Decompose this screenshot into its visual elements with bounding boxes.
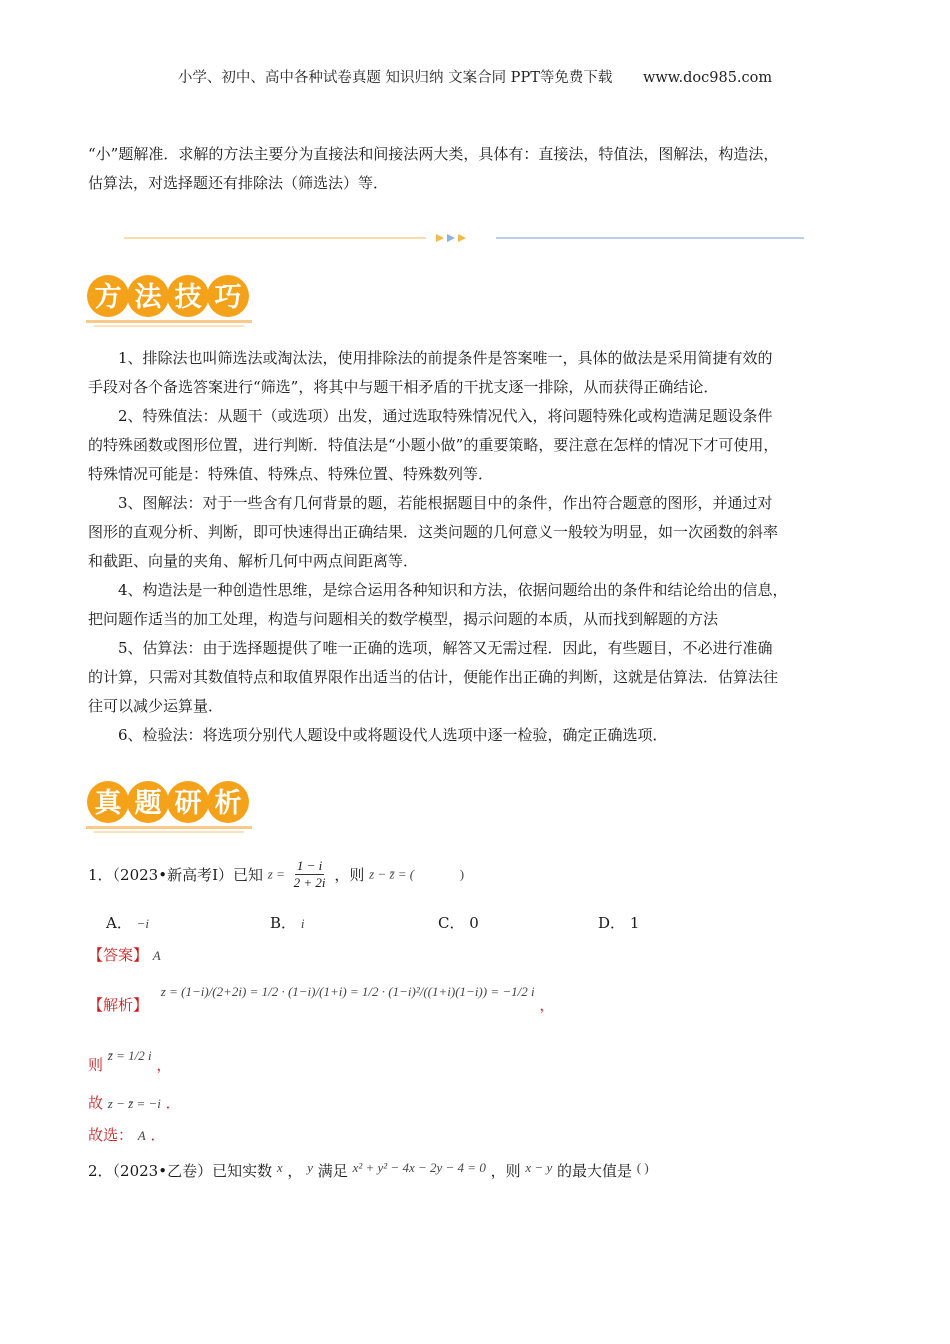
- option-label: B．: [270, 914, 297, 932]
- question-1-z-eq: z =: [267, 866, 285, 882]
- then-text: ，则: [490, 1162, 521, 1180]
- step-expression: z̄ = 1/2 i: [107, 1048, 152, 1063]
- answer-value: A: [152, 948, 161, 963]
- method-line: 特殊情况可能是：特殊值、特殊点、特殊位置、特殊数列等．: [88, 465, 494, 483]
- section-divider: [124, 230, 804, 246]
- option-value: 1: [629, 914, 640, 932]
- question-1-stem: [88, 858, 464, 891]
- analysis-label: 【解析】: [88, 996, 149, 1014]
- question-1-then: ，则: [334, 866, 365, 884]
- badge-char: 技: [174, 282, 202, 313]
- badge-graphic: [86, 270, 258, 330]
- step-period: ．: [150, 1126, 166, 1144]
- method-line: 3、图解法：对于一些含有几何背景的题，若能根据题目中的条件，作出符合题意的图形，并通过对: [118, 494, 773, 512]
- solution-step-3: [88, 1092, 181, 1113]
- method-line: 手段对各个备选答案进行“筛选”，将其中与题干相矛盾的干扰支逐一排除，从而获得正确结论．: [88, 378, 719, 396]
- question-1-prefix: 1．（2023•新高考Ⅰ）已知: [88, 866, 263, 884]
- option-c[interactable]: [438, 912, 479, 933]
- method-line: 的计算，只需对其数值特点和取值界限作出适当的估计，便能作出正确的判断，这就是估算法．估算法往: [88, 668, 779, 686]
- divider-graphic: [124, 230, 804, 246]
- question-2-prefix: 2．（2023•乙卷）已知实数: [88, 1162, 273, 1180]
- step-period: ．: [165, 1094, 181, 1112]
- question-1-close: ): [459, 866, 465, 882]
- answer-paren: ( ): [636, 1160, 649, 1175]
- target-expression: x − y: [525, 1160, 553, 1175]
- question-1-options: [106, 912, 806, 936]
- badge-char: 方: [94, 282, 122, 313]
- analysis-expression: z = (1−i)/(2+2i) = 1/2 · (1−i)/(1+i) = 1/2 · (1−i)²/((1+i)(1−i)) = −1/2 i: [160, 984, 535, 999]
- step-comma: ，: [156, 1056, 172, 1074]
- method-line: 1、排除法也叫筛选法或淘汰法，使用排除法的前提条件是答案唯一，具体的做法是采用简捷有效的: [118, 349, 773, 367]
- method-line: 4、构造法是一种创造性思维，是综合运用各种知识和方法，依据问题给出的条件和结论给出的信息，: [118, 581, 788, 599]
- analysis-comma: ，: [539, 996, 555, 1014]
- header-site-link[interactable]: www.doc985.com: [642, 70, 773, 86]
- option-label: D．: [598, 914, 626, 932]
- question-1-ask: z − z̄ = (: [369, 866, 415, 882]
- option-label: C．: [438, 914, 465, 932]
- analysis-line: [88, 980, 555, 1014]
- separator: ，: [287, 1162, 303, 1180]
- section-badge-methods: [86, 270, 258, 330]
- option-value: i: [300, 916, 305, 931]
- intro-paragraph: [88, 140, 778, 198]
- step-expression: z − z̄ = −i: [107, 1096, 161, 1111]
- option-b[interactable]: [270, 912, 304, 933]
- badge-char: 巧: [214, 282, 242, 313]
- fraction-numerator: 1 − i: [296, 858, 323, 873]
- answer-label: 【答案】: [88, 946, 149, 964]
- badge-char: 法: [134, 282, 162, 313]
- var-x: x: [276, 1160, 283, 1175]
- badge-char: 析: [214, 788, 242, 819]
- option-value: −i: [136, 916, 150, 931]
- var-y: y: [307, 1160, 313, 1175]
- badge-char: 题: [134, 788, 162, 819]
- solution-step-4: [88, 1124, 166, 1145]
- ask-text: 的最大值是: [557, 1162, 633, 1180]
- method-line: 和截距、向量的夹角、解析几何中两点间距离等．: [88, 552, 419, 570]
- question-2-stem: [88, 1160, 649, 1181]
- question-1-fraction: [292, 858, 328, 891]
- fraction-denominator: 2 + 2i: [293, 875, 326, 890]
- option-value: 0: [469, 914, 479, 932]
- satisfy-text: 满足: [317, 1162, 348, 1180]
- method-line: 的特殊函数或图形位置，进行判断．特值法是“小题小做”的重要策略，要注意在怎样的情况下才可使用，: [88, 436, 779, 454]
- step-value: A: [137, 1128, 146, 1143]
- option-label: A．: [106, 914, 132, 932]
- page-header: [0, 66, 950, 87]
- option-a[interactable]: [106, 912, 149, 933]
- badge-char: 真: [94, 788, 122, 819]
- method-line: 把问题作适当的加工处理，构造与问题相关的数学模型，揭示问题的本质，从而找到解题的方法: [88, 610, 719, 628]
- method-line: 2、特殊值法：从题干（或选项）出发，通过选取特殊情况代入，将问题特殊化或构造满足题设条件: [118, 407, 773, 425]
- method-line: 图形的直观分析、判断，即可快速得出正确结果．这类问题的几何意义一般较为明显，如一次函数的斜率: [88, 523, 779, 541]
- intro-line: 估算法，对选择题还有排除法（筛选法）等．: [88, 174, 389, 192]
- method-line: 往可以减少运算量．: [88, 697, 224, 715]
- step-prefix: 则: [88, 1056, 104, 1074]
- intro-line: “小”题解准．求解的方法主要分为直接法和间接法两大类，具体有：直接法，特值法，图解法，构造法，: [88, 145, 779, 163]
- badge-char: 研: [174, 788, 202, 819]
- step-prefix: 故: [88, 1094, 104, 1112]
- circle-equation: x² + y² − 4x − 2y − 4 = 0: [352, 1160, 486, 1175]
- option-d[interactable]: [598, 912, 639, 933]
- section-badge-exam-analysis: [86, 776, 258, 836]
- methods-list: [88, 344, 788, 750]
- method-line: 5、估算法：由于选择题提供了唯一正确的选项，解答又无需过程．因此，有些题目，不必进行准确: [118, 639, 773, 657]
- header-text: 小学、初中、高中各种试卷真题 知识归纳 文案合同 PPT等免费下载: [177, 70, 613, 86]
- solution-step-2: [88, 1044, 172, 1074]
- step-prefix: 故选：: [88, 1126, 134, 1144]
- answer-line: [88, 944, 161, 965]
- badge-graphic: [86, 776, 258, 836]
- method-line: 6、检验法：将选项分别代人题设中或将题设代人选项中逐一检验，确定正确选项．: [118, 726, 668, 744]
